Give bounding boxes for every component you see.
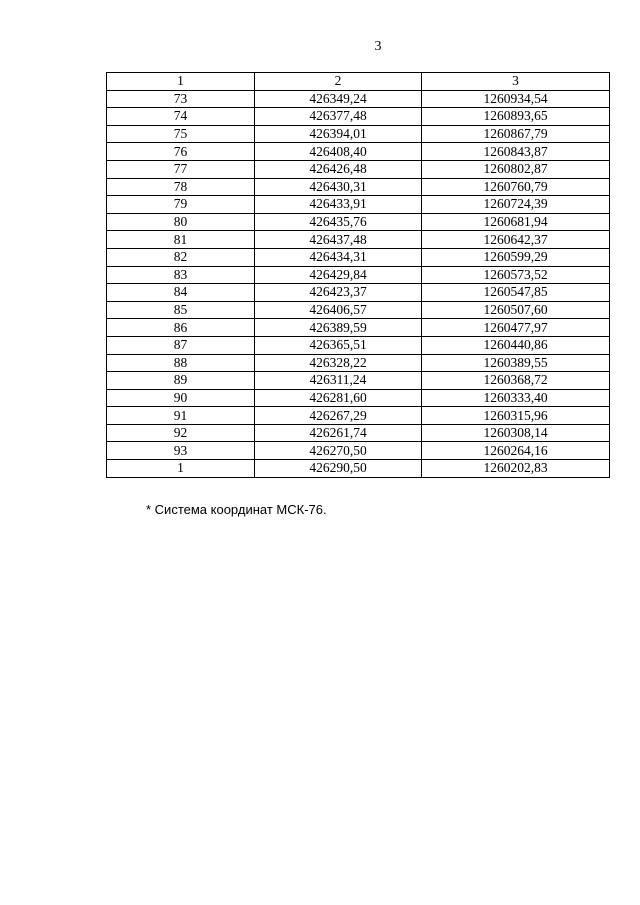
table-row [107,336,610,354]
x-coordinate-cell: 426408,40 [255,143,422,161]
table-row [107,143,610,161]
y-coordinate-cell: 1260893,65 [422,108,610,126]
table-row [107,213,610,231]
table-row [107,424,610,442]
x-coordinate-cell: 426267,29 [255,407,422,425]
point-number-cell: 76 [107,143,255,161]
point-number-cell: 79 [107,196,255,214]
table-row [107,196,610,214]
x-coordinate-cell: 426389,59 [255,319,422,337]
page-number: 3 [374,39,382,54]
coordinates-table [106,72,610,478]
x-coordinate-cell: 426377,48 [255,108,422,126]
x-coordinate-cell: 426426,48 [255,160,422,178]
y-coordinate-cell: 1260315,96 [422,407,610,425]
table-row [107,284,610,302]
table-row [107,125,610,143]
column-header: 1 [107,73,255,91]
x-coordinate-cell: 426261,74 [255,424,422,442]
point-number-cell: 83 [107,266,255,284]
table-row [107,248,610,266]
y-coordinate-cell: 1260724,39 [422,196,610,214]
y-coordinate-cell: 1260843,87 [422,143,610,161]
y-coordinate-cell: 1260934,54 [422,90,610,108]
point-number-cell: 91 [107,407,255,425]
y-coordinate-cell: 1260681,94 [422,213,610,231]
x-coordinate-cell: 426429,84 [255,266,422,284]
x-coordinate-cell: 426430,31 [255,178,422,196]
y-coordinate-cell: 1260477,97 [422,319,610,337]
column-header: 3 [422,73,610,91]
point-number-cell: 74 [107,108,255,126]
x-coordinate-cell: 426423,37 [255,284,422,302]
x-coordinate-cell: 426435,76 [255,213,422,231]
x-coordinate-cell: 426394,01 [255,125,422,143]
point-number-cell: 84 [107,284,255,302]
table-row [107,231,610,249]
x-coordinate-cell: 426365,51 [255,336,422,354]
table-row [107,90,610,108]
y-coordinate-cell: 1260599,29 [422,248,610,266]
point-number-cell: 75 [107,125,255,143]
y-coordinate-cell: 1260573,52 [422,266,610,284]
y-coordinate-cell: 1260867,79 [422,125,610,143]
x-coordinate-cell: 426406,57 [255,301,422,319]
x-coordinate-cell: 426349,24 [255,90,422,108]
point-number-cell: 73 [107,90,255,108]
table-row [107,407,610,425]
x-coordinate-cell: 426270,50 [255,442,422,460]
x-coordinate-cell: 426437,48 [255,231,422,249]
table-row [107,160,610,178]
table-header-row [107,73,610,91]
y-coordinate-cell: 1260760,79 [422,178,610,196]
y-coordinate-cell: 1260264,16 [422,442,610,460]
y-coordinate-cell: 1260368,72 [422,372,610,390]
point-number-cell: 85 [107,301,255,319]
table-row [107,301,610,319]
y-coordinate-cell: 1260333,40 [422,389,610,407]
y-coordinate-cell: 1260507,60 [422,301,610,319]
point-number-cell: 88 [107,354,255,372]
table-row [107,178,610,196]
x-coordinate-cell: 426433,91 [255,196,422,214]
table-row [107,319,610,337]
point-number-cell: 92 [107,424,255,442]
y-coordinate-cell: 1260202,83 [422,460,610,478]
x-coordinate-cell: 426311,24 [255,372,422,390]
point-number-cell: 87 [107,336,255,354]
y-coordinate-cell: 1260547,85 [422,284,610,302]
y-coordinate-cell: 1260389,55 [422,354,610,372]
point-number-cell: 80 [107,213,255,231]
y-coordinate-cell: 1260440,86 [422,336,610,354]
point-number-cell: 81 [107,231,255,249]
point-number-cell: 90 [107,389,255,407]
point-number-cell: 82 [107,248,255,266]
x-coordinate-cell: 426328,22 [255,354,422,372]
table-row [107,266,610,284]
y-coordinate-cell: 1260308,14 [422,424,610,442]
table-row [107,389,610,407]
point-number-cell: 77 [107,160,255,178]
x-coordinate-cell: 426290,50 [255,460,422,478]
y-coordinate-cell: 1260802,87 [422,160,610,178]
table-row [107,354,610,372]
table-row [107,108,610,126]
column-header: 2 [255,73,422,91]
table-row [107,460,610,478]
table-row [107,442,610,460]
point-number-cell: 86 [107,319,255,337]
point-number-cell: 93 [107,442,255,460]
table-row [107,372,610,390]
x-coordinate-cell: 426434,31 [255,248,422,266]
y-coordinate-cell: 1260642,37 [422,231,610,249]
point-number-cell: 78 [107,178,255,196]
point-number-cell: 1 [107,460,255,478]
point-number-cell: 89 [107,372,255,390]
x-coordinate-cell: 426281,60 [255,389,422,407]
coordinate-system-footnote: * Система координат МСК-76. [146,502,327,517]
